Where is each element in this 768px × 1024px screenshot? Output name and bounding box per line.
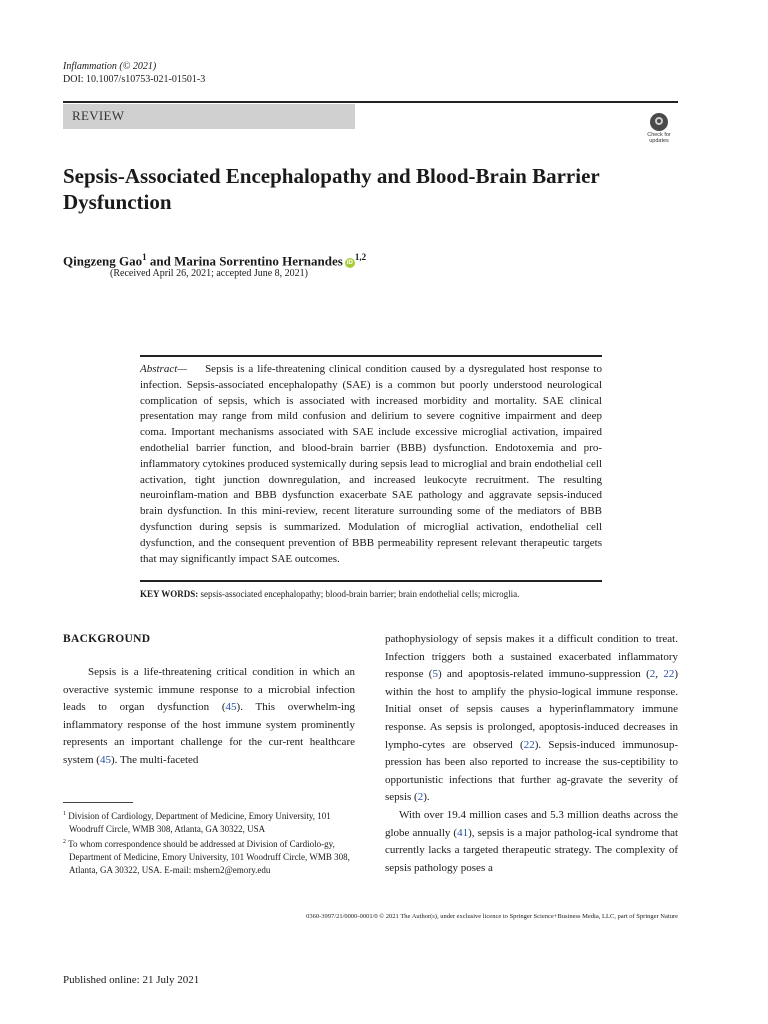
- keywords-label: KEY WORDS:: [140, 589, 199, 599]
- abstract-text: Sepsis is a life-threatening clinical condition caused by a dysregulated host response to infection. Sepsis-associated encephalopathy (SAE) is a common but poorly understood neurological complication of sepsis, which is associated with increased morbidity and mortality. SAE clinical presentation may range from mild confusion and delirium to severe cognitive impairment and deep coma. Important mechanisms associated with SAE include excessive microglial activation, impaired endothelial barrier function, and blood-brain barrier (BBB) dysfunction. Endotoxemia and pro-inflammatory cytokines produced systemically during sepsis lead to microglial and brain endothelial cell activation, tight junction downregulation, and increased leukocyte recruitment. The resulting neuroinflam-mation and BBB dysfunction exacerbate SAE pathology and aggravate sepsis-induced brain dysfunction. In this mini-review, recent literature surrounding some of the mediators of BBB dysfunction during sepsis is summarized. Modulation of microglial activation, endothelial cell dysfunction, and the consequent prevention of BBB permeability represent relevant therapeutic targets that may significantly impact SAE outcomes.: [140, 363, 602, 565]
- footnote: [63, 808, 358, 836]
- body-text: pathophysiology of sepsis makes it a difficult condition to treat. Infection triggers both a sustained exacerbated inflammatory response (: [385, 633, 678, 681]
- author-1[interactable]: Qingzeng Gao: [63, 253, 143, 269]
- citation-link[interactable]: 22: [663, 668, 675, 681]
- body-text: ) within the host to amplify the physio-logical immune response. Initial onset of sepsis causes a hyperinflammatory immune response. As sepsis is prolonged, apoptosis-induced decreases in lympho-cytes are observed (: [385, 668, 678, 751]
- journal-name: Inflammation: [63, 61, 117, 72]
- body-text: ). Sepsis-induced immunosup-pression has been also reported to increase the sus-ceptibility to opportunistic infections that further ag-gravate the severity of sepsis (: [385, 738, 678, 804]
- body-text: ,: [655, 668, 664, 681]
- footnote-rule: [63, 802, 133, 803]
- body-text: ).: [423, 791, 430, 804]
- orcid-icon[interactable]: iD: [346, 260, 353, 267]
- abstract: [140, 362, 602, 567]
- body-text: ). This overwhelm-ing inflammatory response of the host immune system prominently represents an important challenge for the cur-rent healthcare system (: [63, 701, 355, 766]
- body-text: ), sepsis is a major patholog-ical syndrome that currently lacks a targeted therapeutic strategy. The complexity of sepsis pathology poses a: [385, 826, 679, 874]
- author-line: [63, 252, 366, 269]
- section-label: REVIEW: [72, 108, 125, 123]
- received-dates: (Received April 26, 2021; accepted June 8, 2021): [110, 268, 308, 279]
- published-date: Published online: 21 July 2021: [63, 974, 200, 986]
- journal-year: (© 2021): [119, 61, 157, 72]
- abstract-label: Abstract—: [140, 363, 188, 375]
- citation-link[interactable]: 41: [457, 826, 469, 839]
- check-for-updates-button[interactable]: [640, 113, 678, 149]
- citation-link[interactable]: 22: [523, 738, 535, 751]
- doi[interactable]: DOI: 10.1007/s10753-021-01501-3: [63, 74, 206, 85]
- section-bar: [63, 104, 355, 129]
- paragraph: [385, 807, 678, 877]
- top-rule: [63, 101, 678, 103]
- footnote-number: 1: [63, 811, 66, 817]
- body-text: Sepsis is a life-threatening critical condition in which an overactive systemic immune response to a microbial infection leads to organ dysfunction (: [63, 666, 355, 714]
- footnote-text: To whom correspondence should be addressed at Division of Cardiolo-gy, Department of Medicine, Emory University, 101 Woodruff Circle, WMB 308, Atlanta, GA 30322, USA. E-mail: mshern2@emory.edu: [68, 839, 350, 875]
- author-2-affiliation: 1,2: [354, 252, 367, 262]
- citation-link[interactable]: 2: [649, 668, 656, 681]
- paragraph: [385, 631, 678, 807]
- author-1-affiliation: 1: [142, 252, 147, 262]
- citation-link[interactable]: 45: [99, 753, 111, 766]
- footnote-text: Division of Cardiology, Department of Medicine, Emory University, 101 Woodruff Circle, WMB 308, Atlanta, GA 30322, USA: [68, 811, 331, 834]
- abstract-top-rule: [140, 355, 602, 357]
- body-column-left: [63, 664, 355, 770]
- author-connector: and: [146, 253, 175, 269]
- citation-link[interactable]: 2: [417, 791, 424, 804]
- check-for-updates-icon: [650, 113, 668, 131]
- check-for-updates-text: Check for updates: [647, 132, 671, 144]
- article-title: Sepsis-Associated Encephalopathy and Blood-Brain Barrier Dysfunction: [63, 164, 600, 214]
- footnote: [63, 836, 358, 877]
- abstract-bottom-rule: [140, 580, 602, 582]
- footnotes: [63, 808, 358, 877]
- keywords-text: sepsis-associated encephalopathy; blood-brain barrier; brain endothelial cells; microglia.: [198, 589, 520, 599]
- author-2[interactable]: Marina Sorrentino Hernandes: [174, 253, 343, 269]
- copyright-line: 0360-3997/21/0000-0001/0 © 2021 The Author(s), under exclusive licence to Springer Science+Business Media, LLC, part of Springer Nature: [306, 913, 678, 920]
- body-text: With over 19.4 million cases and 5.3 million deaths across the globe annually (: [385, 808, 678, 839]
- citation-link[interactable]: 5: [432, 668, 438, 681]
- body-column-right: [385, 631, 678, 877]
- keywords: [140, 588, 610, 600]
- footnote-number: 2: [63, 839, 66, 845]
- section-heading: BACKGROUND: [63, 633, 151, 645]
- journal-info: [63, 60, 205, 86]
- citation-link[interactable]: 45: [225, 701, 237, 714]
- body-text: ) and apoptosis-related immuno-suppression (: [437, 668, 650, 681]
- body-text: ). The multi-faceted: [110, 753, 199, 766]
